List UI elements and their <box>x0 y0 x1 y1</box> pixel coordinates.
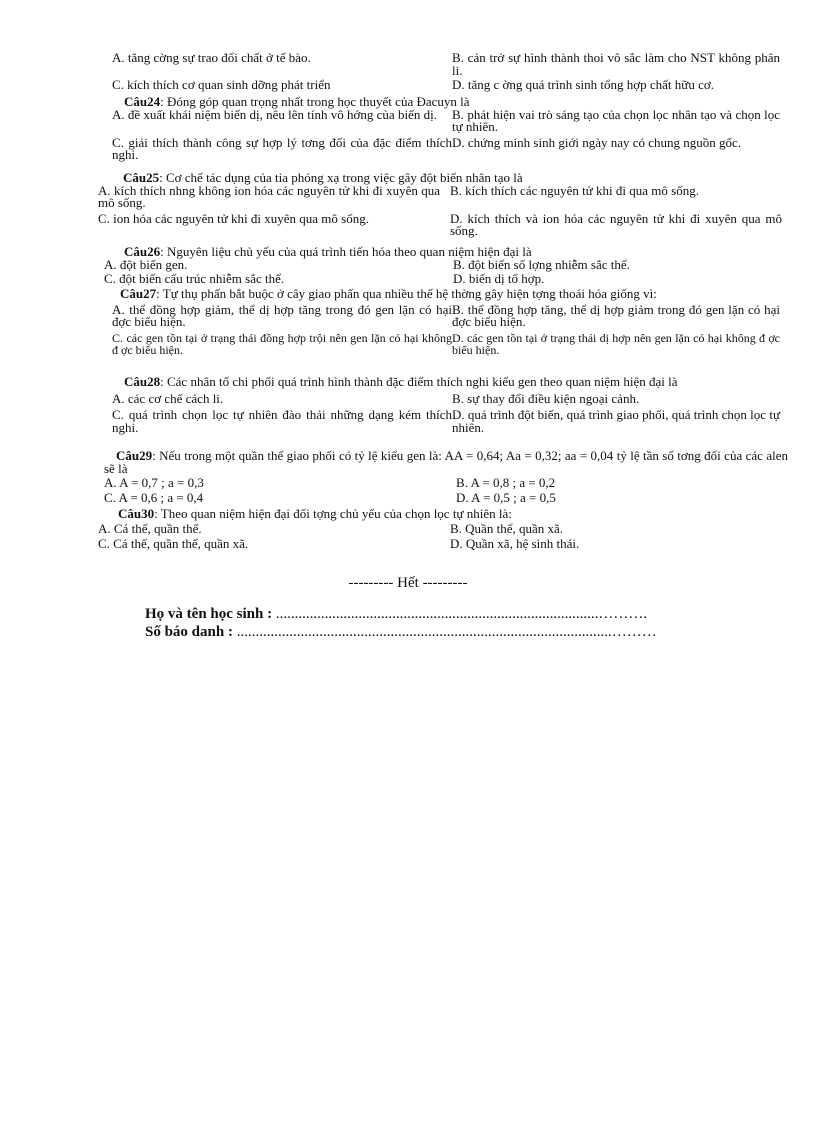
student-name-line <box>145 606 647 623</box>
question-30 <box>98 508 782 551</box>
option-b: B. sự thay đổi điều kiện ngoại cảnh. <box>452 390 640 406</box>
question-stem <box>104 246 780 259</box>
student-id-line <box>145 624 657 641</box>
option-c: C. kích thích cơ quan sinh dỡng phát triển <box>112 77 331 92</box>
question-text: : Tự thụ phấn bắt buộc ở cây giao phấn qua nhiều thế hệ thờng gây hiện tợng thoái hóa giống vì: <box>156 286 657 301</box>
option-b: B. cản trở sự hình thành thoi vô sắc làm cho NST không phân li. <box>452 50 780 78</box>
option-b: B. phát hiện vai trò sáng tạo của chọn lọc nhân tạo và chọn lọc tự nhiên. <box>452 106 780 134</box>
question-number: Câu28 <box>124 374 161 389</box>
question-stem <box>104 450 788 475</box>
question-text: : Theo quan niệm hiện đại đối tợng chủ yếu của chọn lọc tự nhiên là: <box>154 506 512 521</box>
option-b: B. Quần thể, quần xã. <box>450 520 564 536</box>
option-b: B. kích thích các nguyên tử khi đi qua mô sống. <box>450 182 699 198</box>
option-c: C. các gen tồn tại ở trạng thái đồng hợp trội nên gen lặn có hại không đ ợc biểu hiện. <box>112 330 452 357</box>
question-28 <box>112 376 780 434</box>
end-marker: --------- Hết --------- <box>348 575 468 591</box>
option-d: D. A = 0,5 ; a = 0,5 <box>456 489 556 505</box>
option-b: B. đột biến số lợng nhiễm sắc thể. <box>452 256 630 272</box>
question-number: Câu29 <box>116 448 153 463</box>
question-stem <box>98 508 782 521</box>
question-24 <box>112 96 780 162</box>
option-c: C. ion hóa các nguyên tử khi đi xuyên qua mô sống. <box>98 210 369 226</box>
option-a: A. đột biến gen. <box>104 256 188 272</box>
question-text: : Nếu trong một quần thể giao phối có tỷ lệ kiểu gen là: AA = 0,64; Aa = 0,32; aa = 0,04 tỷ lệ tần số tơng đối của các alen sẽ là <box>104 448 788 476</box>
question-number: Câu27 <box>120 286 157 301</box>
option-a: A. đề xuất khái niệm biến dị, nêu lên tính vô hớng của biến dị. <box>112 106 437 122</box>
question-text: : Cơ chế tác dụng của tia phóng xạ trong việc gây đột biến nhân tạo là <box>159 170 523 185</box>
option-c: C. quá trình chọn lọc tự nhiên đào thải những dạng kém thích nghi. <box>112 407 452 435</box>
option-d: D. tăng c ờng quá trình sinh tổng hợp chất hữu cơ. <box>452 77 714 92</box>
question-number: Câu24 <box>124 94 161 109</box>
question-stem <box>112 288 780 301</box>
question-29 <box>104 450 788 504</box>
question-25 <box>98 172 782 238</box>
option-c: C. đột biến cấu trúc nhiễm sắc thể. <box>104 271 285 286</box>
option-b: B. thể đồng hợp tăng, thể dị hợp giảm trong đó gen lặn có hại đợc biểu hiện. <box>452 301 780 329</box>
option-a: A. A = 0,7 ; a = 0,3 <box>104 475 204 490</box>
question-23 <box>112 52 780 92</box>
option-d: D. kích thích và ion hóa các nguyên tử khi đi xuyên qua mô sống. <box>450 210 782 238</box>
option-d: D. quá trình đột biến, quá trình giao phối, quá trình chọn lọc tự nhiên. <box>452 407 780 435</box>
question-26 <box>104 246 780 286</box>
student-name-field[interactable]: ......................................................................................………. <box>275 606 648 622</box>
option-d: D. biến dị tổ hợp. <box>452 271 545 286</box>
option-c: C. giải thích thành công sự hợp lý tơng đối của đặc điểm thích nghi. <box>112 134 452 162</box>
question-text: : Nguyên liệu chủ yếu của quá trình tiến hóa theo quan niệm hiện đại là <box>160 244 532 259</box>
option-a: A. Cá thể, quần thể. <box>98 520 202 536</box>
option-a: A. thể đồng hợp giảm, thể dị hợp tăng trong đó gen lặn có hại đợc biểu hiện. <box>112 301 452 329</box>
question-text: : Các nhân tố chi phối quá trình hình thành đặc điểm thích nghi kiểu gen theo quan niệm hiện đại là <box>160 374 678 389</box>
option-a: A. tăng cờng sự trao đổi chất ở tế bào. <box>112 50 311 65</box>
option-d: D. chứng minh sinh giới ngày nay có chung nguồn gốc. <box>452 134 742 150</box>
student-id-label: Số báo danh : <box>145 624 237 640</box>
option-a: A. các cơ chế cách li. <box>112 390 224 406</box>
student-id-field[interactable]: ....................................................................................................……… <box>236 624 657 640</box>
student-name-label: Họ và tên học sinh : <box>145 606 276 622</box>
question-number: Câu25 <box>123 170 160 185</box>
option-d: D. Quần xã, hệ sinh thái. <box>450 536 580 551</box>
question-stem <box>112 376 780 389</box>
option-a: A. kích thích nhng không ion hóa các nguyên tử khi đi xuyên qua mô sống. <box>98 182 440 210</box>
option-c: C. Cá thể, quần thể, quần xã. <box>98 536 249 551</box>
question-text: : Đóng góp quan trọng nhất trong học thuyết của Đacuyn là <box>160 94 470 109</box>
question-27 <box>112 288 780 357</box>
option-c: C. A = 0,6 ; a = 0,4 <box>104 489 204 505</box>
question-number: Câu26 <box>124 244 161 259</box>
question-number: Câu30 <box>118 506 155 521</box>
option-d: D. các gen tồn tại ở trạng thái dị hợp nên gen lặn có hại không đ ợc biểu hiện. <box>452 330 780 357</box>
option-b: B. A = 0,8 ; a = 0,2 <box>456 475 556 490</box>
